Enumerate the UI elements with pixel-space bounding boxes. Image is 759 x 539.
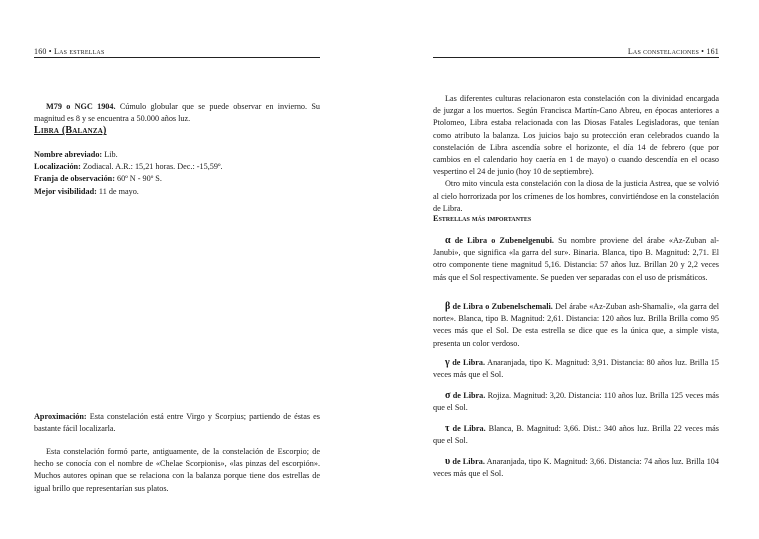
star-name: de Libra. [450,457,485,466]
star-name: de Libra. [449,358,486,367]
alpha-symbol: α [445,235,451,246]
star-name: de Libra. [450,391,486,400]
star-entry [433,235,719,284]
fact-value: 60º N - 90º S. [114,174,162,184]
m79-text: Cúmulo globular que se puede observar en invierno. Su magnitud es 8 y se encuentra a 50.000 años luz. [34,102,320,124]
stars-heading: Estrellas más importantes [433,214,532,223]
fact-value: Zodiacal. A.R.: 15,21 horas. Dec.: -15,59º. [80,162,223,172]
fact-label: Localización: [34,162,81,172]
tau-symbol: τ [445,423,450,434]
star-text: Del árabe «Az-Zuban ash-Shamali», «la garra del norte». Blanca, tipo B. Magnitud: 2,61. Distancia: 120 años luz. Brilla Brilla como 95 veces más que el Sol. De esta estrella se dice que es la única que, a simple vista, presenta un color verdoso. [433,302,719,348]
fact-row [34,186,320,198]
star-entry [433,423,719,447]
running-head-left: 160 • Las estrellas [34,47,320,58]
sigma-symbol: σ [445,390,451,401]
star-text: Blanca, B. Magnitud: 3,66. Dist.: 340 años luz. Brilla 22 veces más que el Sol. [433,424,719,446]
fact-row [34,149,320,161]
fact-row [34,173,320,185]
star-entry [433,301,719,350]
star-name: de Libra o Zubenelgenubi. [450,236,554,245]
fact-label: Nombre abreviado: [34,150,103,159]
beta-symbol: β [445,301,451,312]
star-name: de Libra. [449,424,486,433]
star-text: Rojiza. Magnitud: 3,20. Distancia: 110 años luz. Brilla 125 veces más que el Sol. [433,391,719,413]
gamma-symbol: γ [445,357,450,368]
m79-name: M79 o NGC 1904. [46,102,116,111]
star-text: Su nombre proviene del árabe «Az-Zuban al-Janubi», que significa «la garra del sur». Binaria. Blanca, tipo B. Magnitud: 2,71. El otro componente tiene magnitud 5,16. Distancia: 57 años luz. Brillan 20 y 2,2 veces más que el Sol respectivamente. Se pueden ver separadas con el uso de prismáticos. [433,236,719,282]
left-page [34,0,320,539]
stars-heading-block [433,213,719,225]
section-title: Libra (Balanza) [34,125,107,137]
paragraph-2: Otro mito vincula esta constelación con la diosa de la justicia Astrea, que se volvió al cielo horrorizada por los crímenes de los hombres, convirtiéndose en la constelación de Libra. [433,179,719,213]
paragraph-1: Las diferentes culturas relacionaron esta constelación con la divinidad encargada de juzgar a los muertos. Según Francisca Martín-Cano Abreu, en épocas anteriores a Ptolomeo, Libra estaba relacionada con las Diosas Fatales Legisladoras, que tenían como atributo la balanza. Los juicios bajo su protección eran celebrados cuando la constelación de Libra ascendía sobre el horizonte, el día 14 de febrero (que por cambios en el calendario hoy caería en 1 de mayo) o cuando descendía en el ocaso vespertino el 24 de junio (hoy 10 de septiembre). [433,94,719,177]
intro-paragraphs [433,93,719,215]
approx-label: Aproximación: [34,412,87,421]
right-page [433,0,719,539]
running-head-right: Las constelaciones • 161 [433,47,719,58]
history-paragraph [34,446,320,495]
history-text: Esta constelación formó parte, antiguamente, de la constelación de Escorpio; de hecho se conocía con el nombre de «Chelae Scorpionis», «las pinzas del escorpión». Muchos autores opinan que se relaciona con la balanza porque tiene dos estrellas de igual brillo que representarían sus platos. [34,447,320,493]
star-entry [433,456,719,480]
approx-text: Esta constelación está entre Virgo y Scorpius; partiendo de éstas es bastante fácil localizarla. [34,412,320,434]
star-text: Anaranjada, tipo K. Magnitud: 3,66. Distancia: 74 años luz. Brilla 104 veces más que el Sol. [433,457,719,479]
fact-row [34,161,320,173]
upsilon-symbol: υ [445,456,451,467]
approx-paragraph [34,411,320,435]
fact-value: Lib. [102,150,118,159]
star-text: Anaranjada, tipo K. Magnitud: 3,91. Distancia: 80 años luz. Brilla 15 veces más que el Sol. [433,358,719,380]
star-entry [433,390,719,414]
fact-label: Franja de observación: [34,174,115,184]
facts-list [34,149,320,198]
fact-value: 11 de mayo. [96,186,139,196]
star-name: de Libra o Zubenelschemali. [450,302,553,311]
fact-label: Mejor visibilidad: [34,186,97,196]
star-entry [433,357,719,381]
m79-entry [34,101,320,138]
